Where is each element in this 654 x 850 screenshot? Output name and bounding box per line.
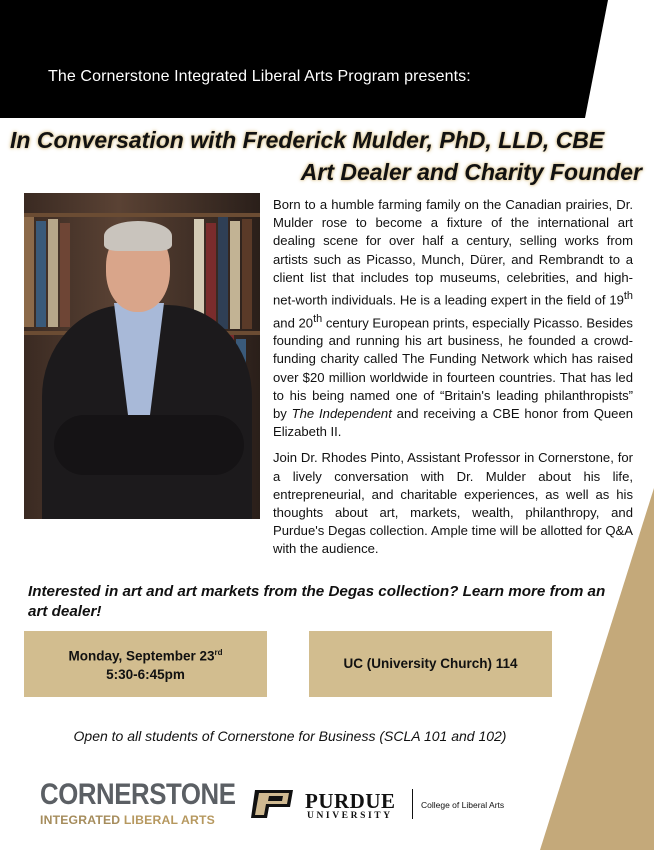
event-subtitle: Art Dealer and Charity Founder <box>300 159 642 185</box>
audience-note: Open to all students of Cornerstone for Business (SCLA 101 and 102) <box>73 728 507 744</box>
cornerstone-subtitle: INTEGRATED LIBERAL ARTS <box>40 813 216 827</box>
purdue-wordmark: PURDUE <box>305 789 396 813</box>
event-time: 5:30-6:45pm <box>106 666 185 682</box>
header-band <box>0 0 654 118</box>
event-date-box <box>24 631 267 697</box>
event-location: UC (University Church) 114 <box>343 656 518 671</box>
event-date: Monday, September 23rd <box>68 648 223 664</box>
interest-callout: Interested in art and art markets from the Degas collection? Learn more from an art dealer! <box>28 583 606 620</box>
purdue-logo <box>249 787 509 827</box>
event-location-box <box>309 631 552 697</box>
college-label: College of Liberal Arts <box>421 800 505 810</box>
bio-paragraph-2: Join Dr. Rhodes Pinto, Assistant Professor in Cornerstone, for a lively conversation with Dr. Mulder about his life, entrepreneurial, and charitable experiences, as well as his thoughts about art, markets, wealth, philanthropy, and Purdue's Degas collection. Ample time will be allotted for Q&A with the audience. <box>273 450 633 557</box>
book <box>36 221 46 327</box>
presents-text: The Cornerstone Integrated Liberal Arts Program presents: <box>48 68 471 85</box>
book <box>24 217 34 327</box>
logo-divider <box>412 789 413 819</box>
purdue-p-icon <box>249 789 297 819</box>
speaker-crossed-arms <box>54 415 244 475</box>
cornerstone-logo <box>40 778 236 827</box>
book <box>206 223 216 329</box>
book <box>218 217 228 329</box>
university-wordmark: UNIVERSITY <box>307 811 393 821</box>
cornerstone-wordmark: CORNERSTONE <box>40 778 236 811</box>
speaker-bio <box>273 196 633 567</box>
book <box>242 219 252 329</box>
bio-paragraph-1: Born to a humble farming family on the Canadian prairies, Dr. Mulder rose to become a fixture of the international art dealing scene for over half a century, selling works from artists such as Picasso, Munch, Dürer, and Rembrandt to a client list that includes top museums, celebrities, and high-net-worth individuals. He is a leading expert in the field of 19th and 20th century European prints, especially Picasso. Besides founding and running his art business, he founded a crowd-funding charity called The Funding Network which has raised over $20 million worldwide in fourteen countries. That has led to his being named one of “Britain's leading philanthropists” by The Independent and receiving a CBE honor from Queen Elizabeth II. <box>273 197 634 440</box>
book <box>230 221 240 329</box>
speaker-hair <box>104 221 172 251</box>
book <box>48 219 58 327</box>
book <box>60 223 70 327</box>
event-title: In Conversation with Frederick Mulder, PhD, LLD, CBE <box>10 127 605 153</box>
speaker-photo <box>24 193 260 519</box>
